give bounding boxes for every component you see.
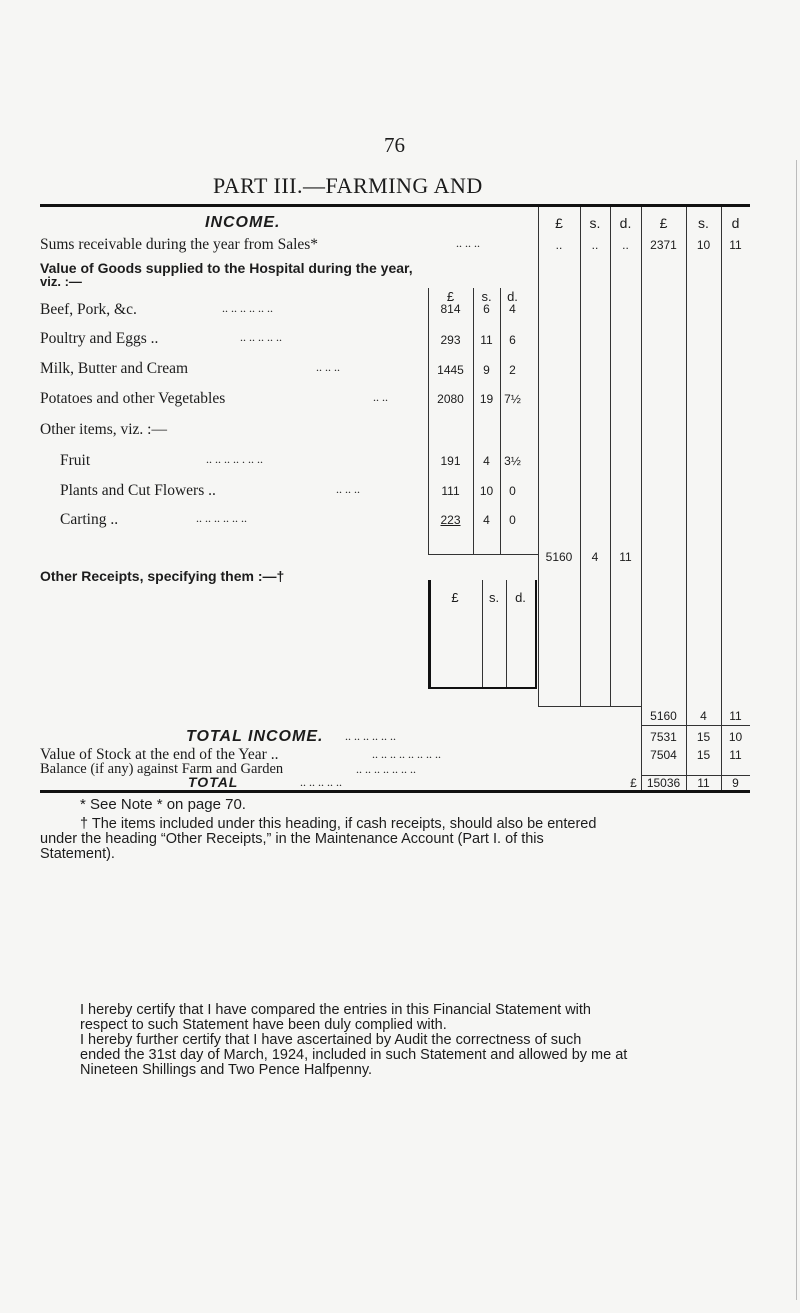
item-label: Plants and Cut Flowers ..	[60, 482, 216, 499]
sales-outer-pounds: ..	[555, 238, 563, 252]
grand-total-dots: .. .. .. .. ..	[300, 775, 342, 789]
item-pence: 7½	[504, 392, 521, 406]
total-col-divider-1	[641, 207, 642, 790]
certificate-line-3: I hereby further certify that I have ascertained by Audit the correctness of such	[80, 1032, 582, 1048]
total-pounds-header: £	[659, 215, 668, 231]
total-col-divider-2	[686, 207, 687, 790]
item-shillings: 4	[483, 513, 490, 527]
outer-pounds-header: £	[555, 215, 563, 231]
item-dots: .. ..	[373, 390, 388, 404]
footnote-dagger-line-2: under the heading “Other Receipts,” in the Maintenance Account (Part I. of this	[40, 831, 544, 847]
item-dots: .. .. .. .. ..	[240, 330, 282, 344]
outer-col-divider-1	[538, 207, 539, 706]
balance-dots: .. .. .. .. .. .. ..	[356, 762, 416, 776]
sales-pence: 11	[729, 238, 742, 252]
item-pence: 3½	[504, 454, 521, 468]
grand-total-label: TOTAL	[188, 774, 239, 790]
item-shillings: 19	[479, 392, 494, 406]
inner-pence-header: d.	[507, 289, 518, 304]
certificate-line-1: I hereby certify that I have compared the entries in this Financial Statement with	[80, 1002, 591, 1018]
item-pounds: 1445	[437, 363, 464, 377]
item-shillings: 10	[479, 484, 494, 498]
other-receipts-label: Other Receipts, specifying them :—†	[40, 568, 285, 584]
item-label: Other items, viz. :—	[40, 421, 167, 438]
item-label: Poultry and Eggs ..	[40, 330, 159, 347]
total-pence-header: d	[731, 215, 740, 231]
item-pounds: 2080	[437, 392, 464, 406]
stock-shillings: 15	[696, 748, 711, 762]
stock-label: Value of Stock at the end of the Year ..	[40, 746, 279, 763]
item-shillings: 6	[483, 302, 490, 316]
item-pounds: 814	[440, 302, 461, 316]
sales-label: Sums receivable during the year from Sales*	[40, 236, 319, 253]
item-pence: 6	[509, 333, 516, 347]
other-shillings-header: s.	[488, 590, 500, 605]
goods-heading: Value of Goods supplied to the Hospital during the year,	[40, 260, 413, 276]
item-pounds: 223	[440, 513, 461, 527]
item-label: Beef, Pork, &c.	[40, 301, 137, 318]
other-pence-header: d.	[515, 590, 526, 605]
page-heading: PART III.—FARMING AND	[213, 173, 483, 198]
goods-viz: viz. :—	[40, 274, 82, 289]
sales-dots: .. .. ..	[456, 236, 480, 250]
total-income-shillings: 15	[696, 730, 711, 744]
stock-pounds: 7504	[650, 748, 677, 762]
item-dots: .. .. .. .. .. ..	[222, 301, 273, 315]
certificate-line-2: respect to such Statement have been duly complied with.	[80, 1017, 447, 1033]
footnote-dagger-line-3: Statement).	[40, 846, 115, 862]
goods-total-shillings: 4	[591, 550, 599, 564]
table-top-rule	[40, 204, 750, 207]
inner-sum-rule	[428, 554, 538, 555]
total-income-dots: .. .. .. .. .. ..	[345, 729, 396, 743]
grand-total-currency: £	[630, 776, 637, 790]
carried-pounds: 5160	[650, 709, 677, 723]
footnote-dagger-line-1: † The items included under this heading, if cash receipts, should also be entered	[80, 816, 597, 832]
sales-pounds: 2371	[650, 238, 677, 252]
item-pounds: 191	[440, 454, 461, 468]
grand-total-pounds: 15036	[646, 776, 681, 790]
table-bottom-rule	[40, 790, 750, 793]
item-label: Milk, Butter and Cream	[40, 360, 189, 377]
outer-col-divider-2	[580, 207, 581, 706]
grand-total-pence: 9	[732, 776, 739, 790]
goods-total-pence: 11	[619, 550, 632, 564]
item-label: Fruit	[60, 452, 91, 469]
outer-pence-header: d.	[619, 215, 632, 231]
item-dots: .. .. ..	[316, 360, 340, 374]
goods-total-pounds: 5160	[545, 550, 573, 564]
outer-cols-close-rule	[538, 706, 641, 707]
item-label: Potatoes and other Vegetables	[40, 390, 226, 407]
inner-shillings-header: s.	[481, 289, 492, 304]
item-pence: 0	[509, 513, 516, 527]
total-income-pence: 10	[728, 730, 743, 744]
total-income-pounds: 7531	[650, 730, 677, 744]
sales-outer-pence: ..	[622, 238, 629, 252]
item-dots: .. .. .. .. . .. ..	[206, 452, 263, 466]
item-pence: 4	[509, 302, 516, 316]
outer-shillings-header: s.	[589, 215, 601, 231]
sales-outer-shillings: ..	[591, 238, 599, 252]
other-bottom-rule	[428, 687, 537, 689]
total-col-divider-3	[721, 207, 722, 790]
item-dots: .. .. ..	[336, 482, 360, 496]
income-title: INCOME.	[205, 214, 281, 231]
total-income-rule	[641, 725, 750, 726]
item-pounds: 293	[440, 333, 461, 347]
other-pounds-header: £	[451, 590, 459, 605]
inner-pounds-header: £	[446, 289, 455, 304]
page-number: 76	[384, 133, 405, 157]
sales-shillings: 10	[696, 238, 711, 252]
total-income-label: TOTAL INCOME.	[186, 728, 324, 745]
other-col-right	[535, 580, 537, 688]
item-pence: 0	[509, 484, 516, 498]
item-shillings: 9	[483, 363, 490, 377]
item-shillings: 4	[483, 454, 490, 468]
total-shillings-header: s.	[698, 215, 709, 231]
certificate-line-5: Nineteen Shillings and Two Pence Halfpenny.	[80, 1062, 373, 1078]
outer-col-divider-3	[610, 207, 611, 706]
certificate-line-4: ended the 31st day of March, 1924, included in such Statement and allowed by me at	[80, 1047, 628, 1063]
grand-total-shillings: 11	[697, 776, 710, 790]
stock-dots: .. .. .. .. .. .. .. ..	[372, 747, 441, 761]
item-pence: 2	[509, 363, 516, 377]
stock-pence: 11	[729, 748, 742, 762]
scan-edge	[796, 160, 797, 1300]
item-pounds: 111	[441, 484, 460, 498]
item-label: Carting ..	[60, 511, 119, 528]
carried-pence: 11	[729, 709, 742, 723]
footnote-star: * See Note * on page 70.	[80, 796, 246, 813]
carried-shillings: 4	[700, 709, 707, 723]
item-dots: .. .. .. .. .. ..	[196, 511, 247, 525]
balance-label: Balance (if any) against Farm and Garden	[40, 761, 284, 777]
item-shillings: 11	[480, 333, 493, 347]
